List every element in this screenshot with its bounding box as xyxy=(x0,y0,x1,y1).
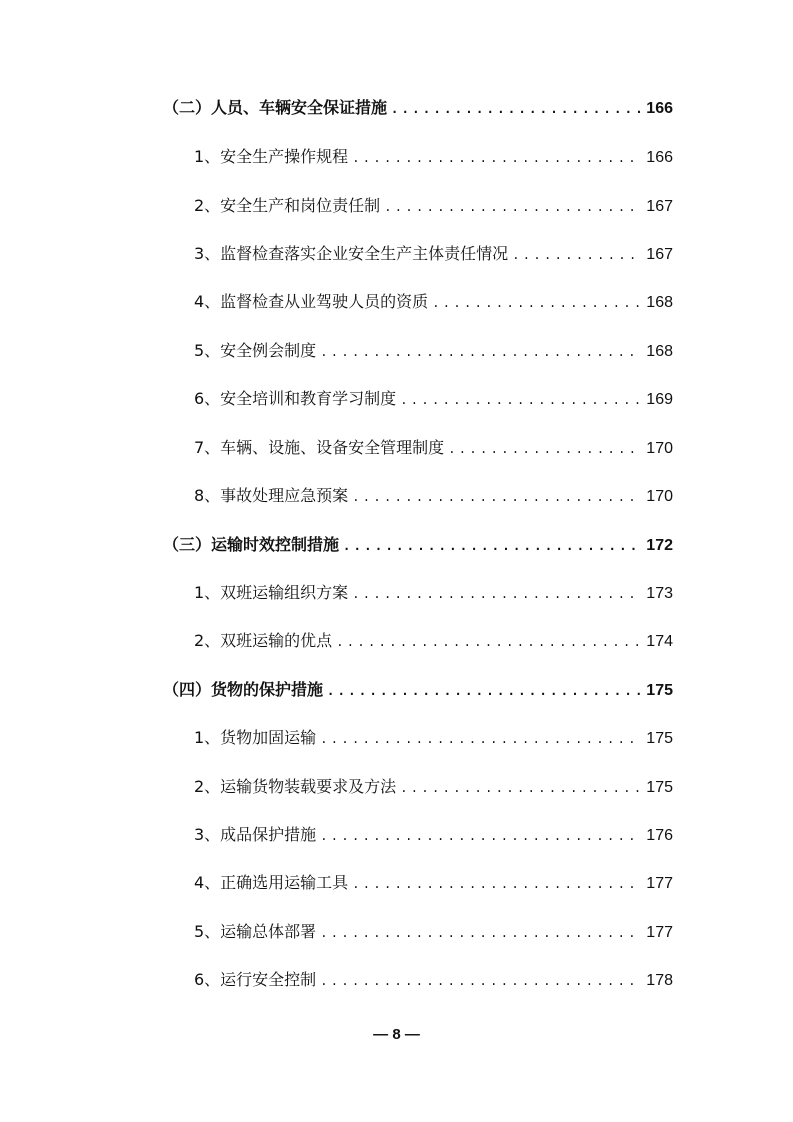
toc-entry-title: 3、成品保护措施 xyxy=(194,825,317,844)
dot-leader xyxy=(320,919,640,947)
toc-entry[interactable] xyxy=(194,385,673,413)
dot-leader xyxy=(320,338,640,366)
dot-leader xyxy=(384,193,640,221)
toc-entry-title: 6、安全培训和教育学习制度 xyxy=(194,389,397,408)
toc-entry[interactable] xyxy=(194,627,673,655)
toc-entry-title: 3、监督检查落实企业安全生产主体责任情况 xyxy=(194,244,509,263)
toc-entry-page: 168 xyxy=(646,294,673,311)
toc-entry-page: 178 xyxy=(646,972,673,989)
toc-entry-page: 168 xyxy=(646,343,673,360)
toc-entry-page: 175 xyxy=(646,730,673,747)
toc-entry[interactable] xyxy=(194,337,673,365)
toc-entry[interactable] xyxy=(194,773,673,801)
toc-entry[interactable] xyxy=(194,821,673,849)
page-number: — 8 — xyxy=(373,1026,420,1043)
toc-entry-title: 2、双班运输的优点 xyxy=(194,631,333,650)
toc-entry-page: 167 xyxy=(646,198,673,215)
toc-entry-title: 5、安全例会制度 xyxy=(194,341,317,360)
toc-entry-page: 175 xyxy=(646,682,673,699)
toc-entry-title: 1、安全生产操作规程 xyxy=(194,147,349,166)
dot-leader xyxy=(352,870,640,898)
toc-entry[interactable] xyxy=(194,434,673,462)
toc-entry[interactable] xyxy=(194,288,673,316)
toc-entry-title: 4、监督检查从业驾驶人员的资质 xyxy=(194,292,429,311)
toc-entry-title: 6、运行安全控制 xyxy=(194,970,317,989)
dot-leader xyxy=(512,241,640,269)
dot-leader xyxy=(320,967,640,995)
toc-entry-section-4[interactable] xyxy=(163,676,673,704)
toc-entry-page: 172 xyxy=(646,537,673,554)
toc-entry[interactable] xyxy=(194,918,673,946)
dot-leader xyxy=(336,628,640,656)
dot-leader xyxy=(343,532,640,560)
toc-entry-page: 166 xyxy=(646,149,673,166)
toc-entry-page: 169 xyxy=(646,391,673,408)
toc-entry[interactable] xyxy=(194,482,673,510)
toc-entry[interactable] xyxy=(194,240,673,268)
dot-leader xyxy=(448,435,640,463)
dot-leader xyxy=(400,774,640,802)
toc-entry-page: 175 xyxy=(646,779,673,796)
toc-entry-title: 1、货物加固运输 xyxy=(194,728,317,747)
dot-leader xyxy=(400,386,640,414)
dot-leader xyxy=(352,483,640,511)
toc-entry-page: 170 xyxy=(646,440,673,457)
toc-entry-title: 5、运输总体部署 xyxy=(194,922,317,941)
toc-entry-section-2[interactable] xyxy=(163,94,673,122)
toc-entry[interactable] xyxy=(194,143,673,171)
dot-leader xyxy=(432,289,640,317)
toc-entry-title: 4、正确选用运输工具 xyxy=(194,873,349,892)
toc-entry-title: 2、安全生产和岗位责任制 xyxy=(194,196,381,215)
dot-leader xyxy=(327,677,640,705)
toc-entry[interactable] xyxy=(194,966,673,994)
toc-entry-page: 177 xyxy=(646,875,673,892)
toc-entry[interactable] xyxy=(194,579,673,607)
toc-entry-title: 1、双班运输组织方案 xyxy=(194,583,349,602)
dot-leader xyxy=(320,822,640,850)
toc-entry[interactable] xyxy=(194,869,673,897)
toc-entry-title: 7、车辆、设施、设备安全管理制度 xyxy=(194,438,445,457)
toc-entry-page: 173 xyxy=(646,585,673,602)
toc-entry[interactable] xyxy=(194,724,673,752)
toc-entry-title: （二）人员、车辆安全保证措施 xyxy=(163,98,388,117)
dot-leader xyxy=(352,580,640,608)
toc-entry-page: 167 xyxy=(646,246,673,263)
toc-entry-page: 177 xyxy=(646,924,673,941)
toc-entry[interactable] xyxy=(194,192,673,220)
toc-entry-title: （三）运输时效控制措施 xyxy=(163,535,340,554)
toc-entry-title: 8、事故处理应急预案 xyxy=(194,486,349,505)
dot-leader xyxy=(391,95,640,123)
toc-entry-page: 170 xyxy=(646,488,673,505)
toc-entry-title: 2、运输货物装载要求及方法 xyxy=(194,777,397,796)
toc-entry-page: 174 xyxy=(646,633,673,650)
toc-entry-page: 176 xyxy=(646,827,673,844)
dot-leader xyxy=(320,725,640,753)
dot-leader xyxy=(352,144,640,172)
toc-entry-page: 166 xyxy=(646,100,673,117)
toc-entry-title: （四）货物的保护措施 xyxy=(163,680,324,699)
toc-entry-section-3[interactable] xyxy=(163,531,673,559)
